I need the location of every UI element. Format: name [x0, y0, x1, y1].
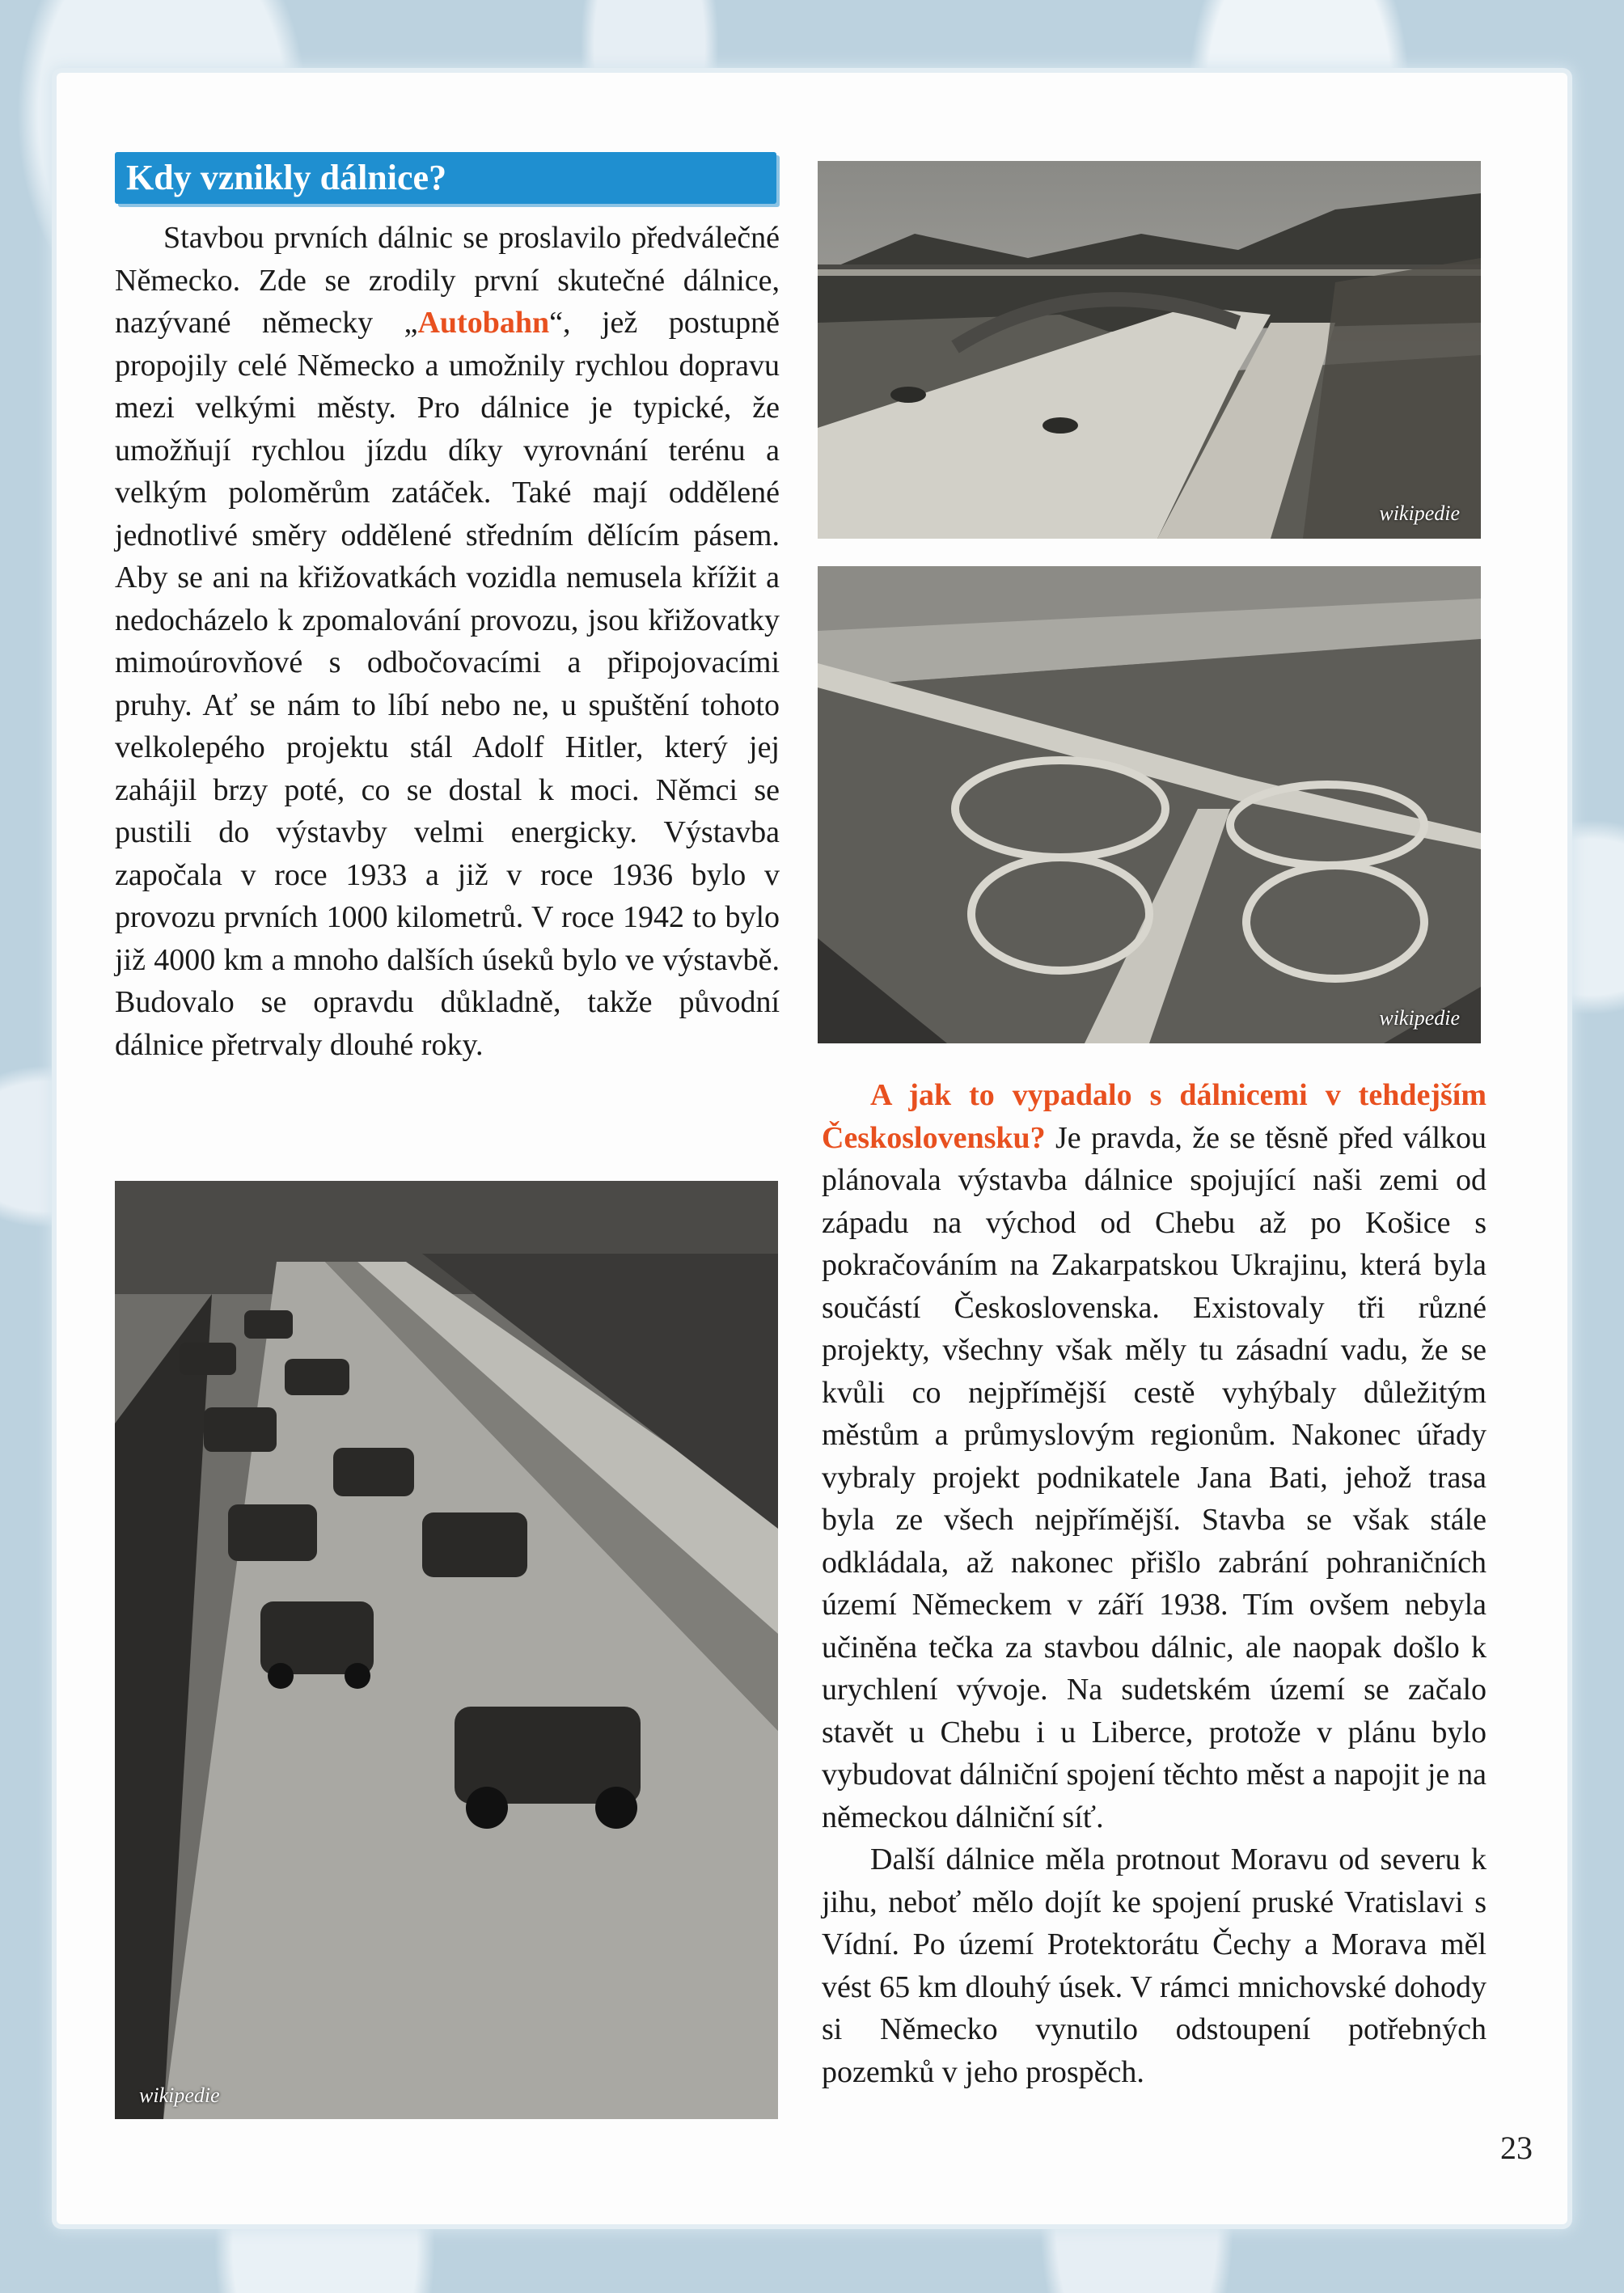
- photo-credit-bridge: wikipedie: [1379, 501, 1460, 525]
- intro-paragraph: [115, 217, 780, 1066]
- motorcade-photo: [115, 1181, 778, 2119]
- czechoslovakia-text: Je pravda, že se těsně před válkou plánovala výstavba dálnice spojující naši zemi od západu na východ od Chebu až po Košice s pokračováním na Zakarpatskou Ukrajinu, která byla součástí Československa. Existovaly tři různé projekty, všechny však měly tu zásadní vadu, že se kvůli co nejpřímější cestě vyhýbaly důležitým městům a průmyslovým regionům. Nakonec úřady vybraly projekt podnikatele Jana Bati, jehož trasa byla ze všech nejpřímější. Stavba se však stále odkládala, až nakonec přišlo zabrání pohraničních území Německem v září 1938. Tím ovšem nebyla učiněna tečka za stavbou dálnic, ale naopak došlo k urychlení vývoje. Na sudetském území se začalo stavět u Chebu i u Liberce, protože v plánu bylo vybudovat dálniční spojení těchto měst a napojit je na německou dálniční síť.: [822, 1120, 1487, 1834]
- autobahn-bridge-photo: [818, 161, 1481, 539]
- intro-text-rest: “, jež postupně propojily celé Německo a umožnily rychlou dopravu mezi velkými městy. Pro dálnice je typické, že umožňují rychlou jízdu díky vyrovnání terénu a velkým poloměrům zatáček. Také mají oddělené jednotlivé směry oddělené středním dělícím pásem. Aby se ani na křižovatkách vozidla nemusela křížit a nedocházelo k zpomalování provozu, jsou křižovatky mimoúrovňové s odbočovacími a připojovacími pruhy. Ať se nám to líbí nebo ne, u spuštění tohoto velkolepého projektu stál Adolf Hitler, který jej zahájil brzy poté, co se dostal k moci. Němci se pustili do výstavby velmi energicky. Výstavba započala v roce 1933 a již v roce 1936 bylo v provozu prvních 1000 kilometrů. V roce 1942 to bylo již 4000 km a mnoho dalších úseků bylo ve výstavbě. Budovalo se opravdu důkladně, takže původní dálnice přetrvaly dlouhé roky.: [115, 306, 780, 1062]
- czechoslovakia-paragraph: [822, 1074, 1487, 1838]
- right-text-column: [822, 1074, 1487, 2093]
- czechoslovakia-question-highlight: A jak to vypadalo s dálnicemi v tehdejším Československu?: [822, 1078, 1487, 1155]
- photo-credit-interchange: wikipedie: [1379, 1006, 1460, 1030]
- autobahn-bridge-image: [818, 161, 1481, 539]
- section-heading: Kdy vznikly dálnice?: [115, 152, 776, 204]
- page-number: 23: [1500, 2130, 1533, 2166]
- left-text-column: [115, 217, 780, 1066]
- motorcade-image: [115, 1181, 778, 2119]
- photo-credit-motorcade: wikipedie: [139, 2084, 220, 2107]
- cloverleaf-interchange-photo: [818, 566, 1481, 1043]
- moravia-paragraph: Další dálnice měla protnout Moravu od severu k jihu, neboť mělo dojít ke spojení pruské Vratislavi s Vídní. Po území Protektorátu Čechy a Morava měl vést 65 km dlouhý úsek. V rámci mnichovské dohody si Německo vynutilo odstoupení potřebných pozemků v jeho prospěch.: [822, 1842, 1487, 2089]
- cloverleaf-interchange-image: [818, 566, 1481, 1043]
- autobahn-highlight: Autobahn: [417, 306, 550, 340]
- intro-text-start: Stavbou prvních dálnic se proslavilo předválečné Německo. Zde se zrodily první skutečné dálnice, nazývané německy „: [115, 221, 780, 340]
